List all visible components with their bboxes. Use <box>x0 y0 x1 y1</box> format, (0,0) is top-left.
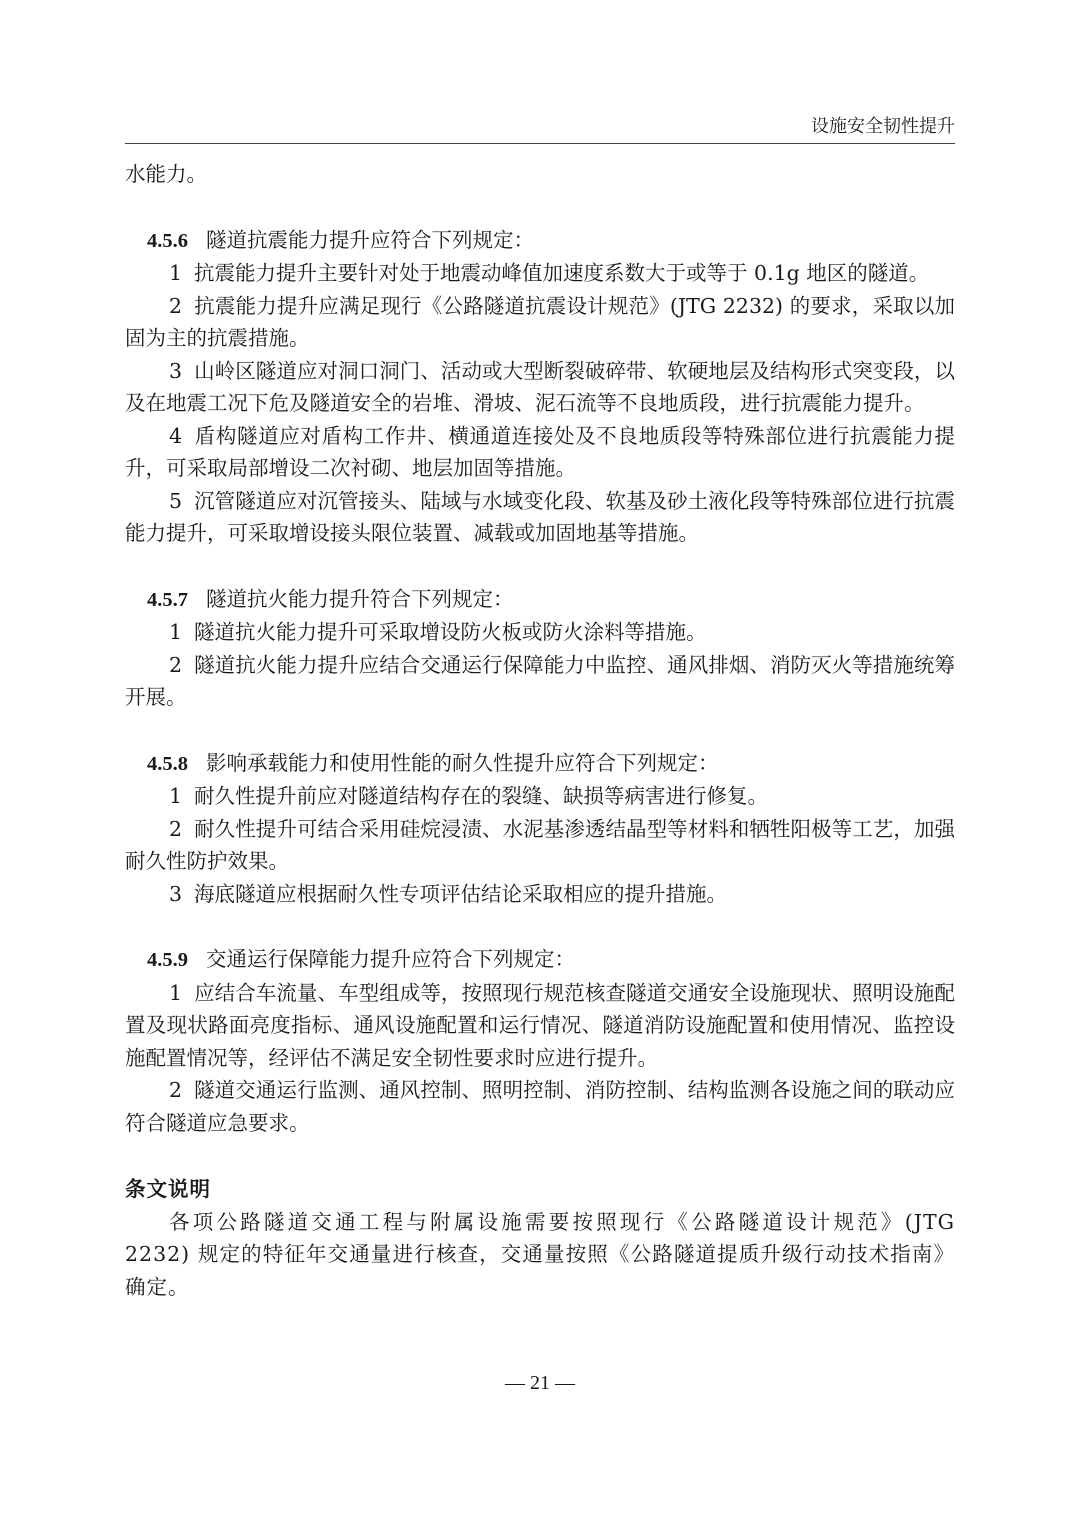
item-number: 5 <box>169 488 183 513</box>
section-number: 4.5.9 <box>147 949 188 971</box>
section-number: 4.5.7 <box>147 588 188 611</box>
running-header: 设施安全韧性提升 <box>811 116 955 137</box>
list-item <box>125 355 955 420</box>
continuation-text: 水能力。 <box>125 162 207 186</box>
list-item <box>125 977 955 1075</box>
item-text: 沉管隧道应对沉管接头、陆域与水域变化段、软基及砂土液化段等特殊部位进行抗震能力提升，可采取增设接头限位装置、减载或加固地基等措施。 <box>125 488 955 545</box>
item-text: 隧道抗火能力提升应结合交通运行保障能力中监控、通风排烟、消防灭火等措施统筹开展。 <box>125 652 955 709</box>
section-number: 4.5.6 <box>147 229 188 252</box>
item-text: 耐久性提升前应对隧道结构存在的裂缝、缺损等病害进行修复。 <box>194 784 769 808</box>
item-number: 1 <box>169 784 183 808</box>
page-number: — 21 — <box>505 1372 575 1394</box>
section-title: 影响承载能力和使用性能的耐久性提升应符合下列规定： <box>206 750 719 775</box>
list-item <box>125 780 955 813</box>
section-heading <box>125 224 955 258</box>
item-text: 山岭区隧道应对洞口洞门、活动或大型断裂破碎带、软硬地层及结构形式突变段，以及在地震工况下危及隧道安全的岩堆、滑坡、泥石流等不良地质段，进行抗震能力提升。 <box>125 358 955 415</box>
item-text: 应结合车流量、车型组成等，按照现行规范核查隧道交通安全设施现状、照明设施配置及现状路面亮度指标、通风设施配置和运行情况、隧道消防设施配置和使用情况、监控设施配置情况等，经评估不满足安全韧性要求时应进行提升。 <box>125 980 955 1070</box>
list-item <box>125 485 955 550</box>
list-item <box>125 420 955 485</box>
item-number: 3 <box>169 358 183 383</box>
list-item <box>125 813 955 878</box>
item-number: 2 <box>169 816 183 841</box>
header-rule <box>125 143 955 144</box>
notes-text: 各项公路隧道交通工程与附属设施需要按照现行《公路隧道设计规范》(JTG 2232) 规定的特征年交通量进行核查，交通量按照《公路隧道提质升级行动技术指南》确定。 <box>125 1209 955 1299</box>
section-heading <box>125 747 955 781</box>
item-number: 2 <box>169 1078 183 1102</box>
notes-title: 条文说明 <box>125 1177 211 1201</box>
item-text: 隧道交通运行监测、通风控制、照明控制、消防控制、结构监测各设施之间的联动应符合隧道应急要求。 <box>125 1078 955 1135</box>
item-number: 4 <box>169 423 183 448</box>
item-text: 盾构隧道应对盾构工作井、横通道连接处及不良地质段等特殊部位进行抗震能力提升，可采取局部增设二次衬砌、地层加固等措施。 <box>125 423 955 480</box>
list-item <box>125 616 955 649</box>
section-number: 4.5.8 <box>147 752 188 775</box>
section-title: 隧道抗火能力提升符合下列规定： <box>206 586 514 611</box>
sections-container <box>125 224 955 1140</box>
item-text: 耐久性提升可结合采用硅烷浸渍、水泥基渗透结晶型等材料和牺牲阳极等工艺，加强耐久性防护效果。 <box>125 816 955 873</box>
list-item <box>125 878 955 911</box>
item-number: 1 <box>169 620 183 644</box>
section-heading <box>125 583 955 617</box>
list-item <box>125 257 955 290</box>
item-number: 1 <box>169 980 183 1005</box>
list-item <box>125 649 955 714</box>
page-body <box>125 158 955 1303</box>
list-item <box>125 1074 955 1139</box>
item-text: 抗震能力提升主要针对处于地震动峰值加速度系数大于或等于 0.1g 地区的隧道。 <box>194 261 930 285</box>
item-text: 海底隧道应根据耐久性专项评估结论采取相应的提升措施。 <box>194 881 728 906</box>
section-title: 隧道抗震能力提升应符合下列规定： <box>206 227 534 252</box>
item-number: 2 <box>169 652 183 677</box>
item-number: 1 <box>169 261 183 285</box>
item-number: 3 <box>169 881 183 906</box>
item-number: 2 <box>169 293 183 318</box>
item-text: 抗震能力提升应满足现行《公路隧道抗震设计规范》(JTG 2232) 的要求，采取以加固为主的抗震措施。 <box>125 293 955 350</box>
section-heading <box>125 943 955 977</box>
section-title: 交通运行保障能力提升应符合下列规定： <box>206 947 575 971</box>
item-text: 隧道抗火能力提升可采取增设防火板或防火涂料等措施。 <box>194 620 707 644</box>
list-item <box>125 290 955 355</box>
